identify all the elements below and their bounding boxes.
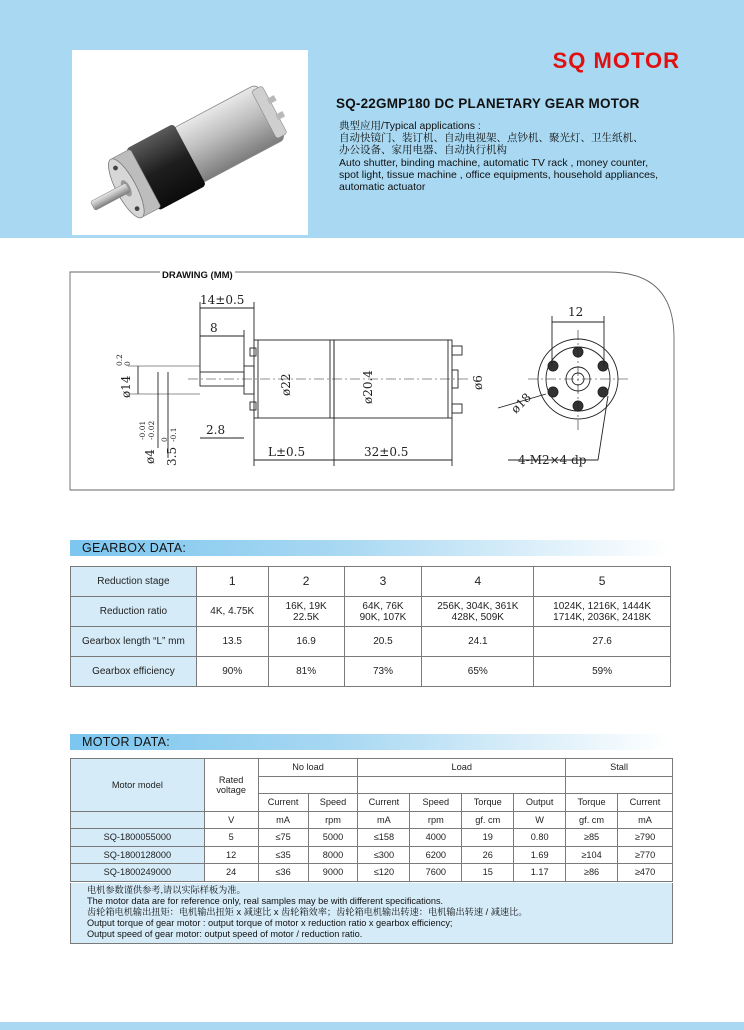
- unit: rpm: [308, 811, 358, 829]
- dim-dia-4: ø4: [143, 449, 157, 464]
- dim-dia-14-tol-bot: 0: [123, 361, 132, 366]
- table-cell: ≤35: [258, 846, 308, 864]
- table-cell: 81%: [268, 657, 344, 687]
- front-view: [498, 316, 628, 460]
- table-row: [71, 627, 671, 657]
- table-cell: 2: [268, 567, 344, 597]
- table-row: [71, 597, 671, 627]
- table-row: [71, 759, 673, 777]
- table-cell: 5000: [308, 829, 358, 847]
- motor-table: [70, 758, 673, 882]
- table-cell: 9000: [308, 864, 358, 882]
- applications-line: automatic actuator: [339, 181, 426, 194]
- table-cell: 4K, 4.75K: [196, 597, 268, 627]
- table-cell: ≤120: [358, 864, 410, 882]
- subheader: Output: [514, 794, 566, 812]
- table-row: [71, 829, 673, 847]
- table-cell: ≥470: [618, 864, 673, 882]
- dim-dia-6: ø6: [471, 375, 485, 390]
- table-cell: [566, 776, 673, 794]
- table-cell: ≤158: [358, 829, 410, 847]
- applications-line: spot light, tissue machine , office equipments, household appliances,: [339, 168, 659, 181]
- unit: gf. cm: [566, 811, 618, 829]
- table-cell: 5: [204, 829, 258, 847]
- gearbox-section-bar: [70, 540, 670, 556]
- table-cell: 7600: [410, 864, 462, 882]
- subheader: Speed: [410, 794, 462, 812]
- model-title: SQ-22GMP180 DC PLANETARY GEAR MOTOR: [336, 96, 640, 111]
- table-cell: ≤36: [258, 864, 308, 882]
- header-load: Load: [358, 759, 566, 777]
- dim-3-5-tol-top: 0: [160, 437, 169, 442]
- unit: rpm: [410, 811, 462, 829]
- dim-2-8: 2.8: [206, 423, 226, 437]
- table-cell: [358, 776, 566, 794]
- dim-12: 12: [568, 305, 584, 319]
- dim-dia-4-tol-bot: -0.02: [147, 420, 156, 440]
- note-line: Output speed of gear motor: output speed of motor / reduction ratio.: [87, 929, 363, 939]
- table-cell: 24.1: [422, 627, 534, 657]
- drawing-label: DRAWING (MM): [162, 270, 233, 281]
- footer-band: [0, 1022, 744, 1030]
- gear-motor-illustration: [72, 50, 308, 235]
- dim-32: 32±0.5: [364, 445, 409, 459]
- unit: mA: [258, 811, 308, 829]
- table-cell: ≥790: [618, 829, 673, 847]
- side-view: [128, 302, 468, 466]
- subheader: Current: [258, 794, 308, 812]
- note-line: 电机参数谨供参考,请以实际样板为准。: [87, 885, 246, 895]
- table-cell: ≥770: [618, 846, 673, 864]
- unit: V: [204, 811, 258, 829]
- dim-3-5: 3.5: [165, 446, 179, 466]
- row-label: Reduction ratio: [71, 597, 197, 627]
- dim-dia-14: ø14: [119, 375, 133, 398]
- table-cell: 90%: [196, 657, 268, 687]
- motor-photo: [72, 50, 308, 235]
- table-cell: 19: [462, 829, 514, 847]
- table-cell: [71, 811, 205, 829]
- motor-section-bar: [70, 734, 670, 750]
- table-cell: 1: [196, 567, 268, 597]
- table-cell: 4000: [410, 829, 462, 847]
- dim-l: L±0.5: [268, 445, 306, 459]
- header-motor-model: Motor model: [71, 759, 205, 812]
- row-label: Gearbox length “L” mm: [71, 627, 197, 657]
- table-cell: 256K, 304K, 361K 428K, 509K: [422, 597, 534, 627]
- subheader: Torque: [462, 794, 514, 812]
- motor-model-cell: SQ-1800128000: [71, 846, 205, 864]
- table-row: [71, 846, 673, 864]
- unit: gf. cm: [462, 811, 514, 829]
- applications-line: Auto shutter, binding machine, automatic TV rack , money counter,: [339, 156, 649, 169]
- table-cell: ≥85: [566, 829, 618, 847]
- table-cell: 8000: [308, 846, 358, 864]
- table-row: [71, 567, 671, 597]
- header-no-load: No load: [258, 759, 358, 777]
- table-row: [71, 864, 673, 882]
- table-cell: 16.9: [268, 627, 344, 657]
- dim-3-5-tol-bot: -0.1: [169, 427, 178, 442]
- table-cell: 27.6: [534, 627, 671, 657]
- table-cell: 5: [534, 567, 671, 597]
- table-cell: 20.5: [344, 627, 422, 657]
- motor-model-cell: SQ-1800249000: [71, 864, 205, 882]
- table-cell: ≥86: [566, 864, 618, 882]
- table-cell: 0.80: [514, 829, 566, 847]
- dim-dia-20-4: ø20.4: [361, 370, 375, 404]
- dim-dia-18: ø18: [508, 390, 535, 417]
- motor-section-title: MOTOR DATA:: [82, 735, 171, 749]
- table-cell: 59%: [534, 657, 671, 687]
- table-cell: 13.5: [196, 627, 268, 657]
- table-row: [71, 657, 671, 687]
- table-cell: 4: [422, 567, 534, 597]
- dim-thread: 4-M2×4 dp: [518, 453, 587, 467]
- table-cell: 24: [204, 864, 258, 882]
- technical-drawing: [68, 268, 678, 494]
- row-label: Reduction stage: [71, 567, 197, 597]
- table-cell: ≤300: [358, 846, 410, 864]
- table-cell: [258, 776, 358, 794]
- gearbox-table: [70, 566, 671, 687]
- subheader: Speed: [308, 794, 358, 812]
- row-label: Gearbox efficiency: [71, 657, 197, 687]
- motor-notes: [70, 883, 673, 944]
- note-line: Output torque of gear motor : output torque of motor x reduction ratio x gearbox efficiency;: [87, 918, 453, 928]
- dim-dia-22: ø22: [279, 373, 293, 396]
- table-cell: 1.69: [514, 846, 566, 864]
- table-cell: 65%: [422, 657, 534, 687]
- table-cell: 6200: [410, 846, 462, 864]
- unit: mA: [618, 811, 673, 829]
- table-cell: 3: [344, 567, 422, 597]
- dim-14: 14±0.5: [200, 293, 245, 307]
- table-cell: 26: [462, 846, 514, 864]
- table-cell: ≥104: [566, 846, 618, 864]
- unit: mA: [358, 811, 410, 829]
- applications-text: [339, 120, 734, 193]
- header-stall: Stall: [566, 759, 673, 777]
- header-rated-voltage: Rated voltage: [204, 759, 258, 812]
- applications-line: 自动快镜门、装订机、自动电视架、点钞机、聚光灯、卫生纸机、: [339, 132, 644, 145]
- gearbox-section-title: GEARBOX DATA:: [82, 541, 187, 555]
- table-cell: 73%: [344, 657, 422, 687]
- subheader: Current: [618, 794, 673, 812]
- table-cell: 1.17: [514, 864, 566, 882]
- unit: W: [514, 811, 566, 829]
- subheader: Current: [358, 794, 410, 812]
- dim-dia-14-tol-top: 0.2: [115, 354, 124, 366]
- motor-model-cell: SQ-1800055000: [71, 829, 205, 847]
- applications-line: 办公设备、家用电器、自动执行机构: [339, 144, 507, 157]
- subheader: Torque: [566, 794, 618, 812]
- dim-8: 8: [210, 321, 218, 335]
- table-cell: 12: [204, 846, 258, 864]
- table-cell: 16K, 19K 22.5K: [268, 597, 344, 627]
- table-cell: 64K, 76K 90K, 107K: [344, 597, 422, 627]
- table-row: [71, 811, 673, 829]
- table-cell: ≤75: [258, 829, 308, 847]
- note-line: The motor data are for reference only, real samples may be with different specifications.: [87, 896, 444, 906]
- table-cell: 15: [462, 864, 514, 882]
- applications-line: 典型应用/Typical applications :: [339, 120, 481, 132]
- dim-dia-4-tol-top: -0.01: [138, 420, 147, 440]
- table-cell: 1024K, 1216K, 1444K 1714K, 2036K, 2418K: [534, 597, 671, 627]
- brand-name: SQ MOTOR: [552, 48, 680, 73]
- note-line: 齿轮箱电机输出扭矩：电机输出扭矩 x 减速比 x 齿轮箱效率；齿轮箱电机输出转速：电机输出转速 / 减速比。: [87, 907, 528, 917]
